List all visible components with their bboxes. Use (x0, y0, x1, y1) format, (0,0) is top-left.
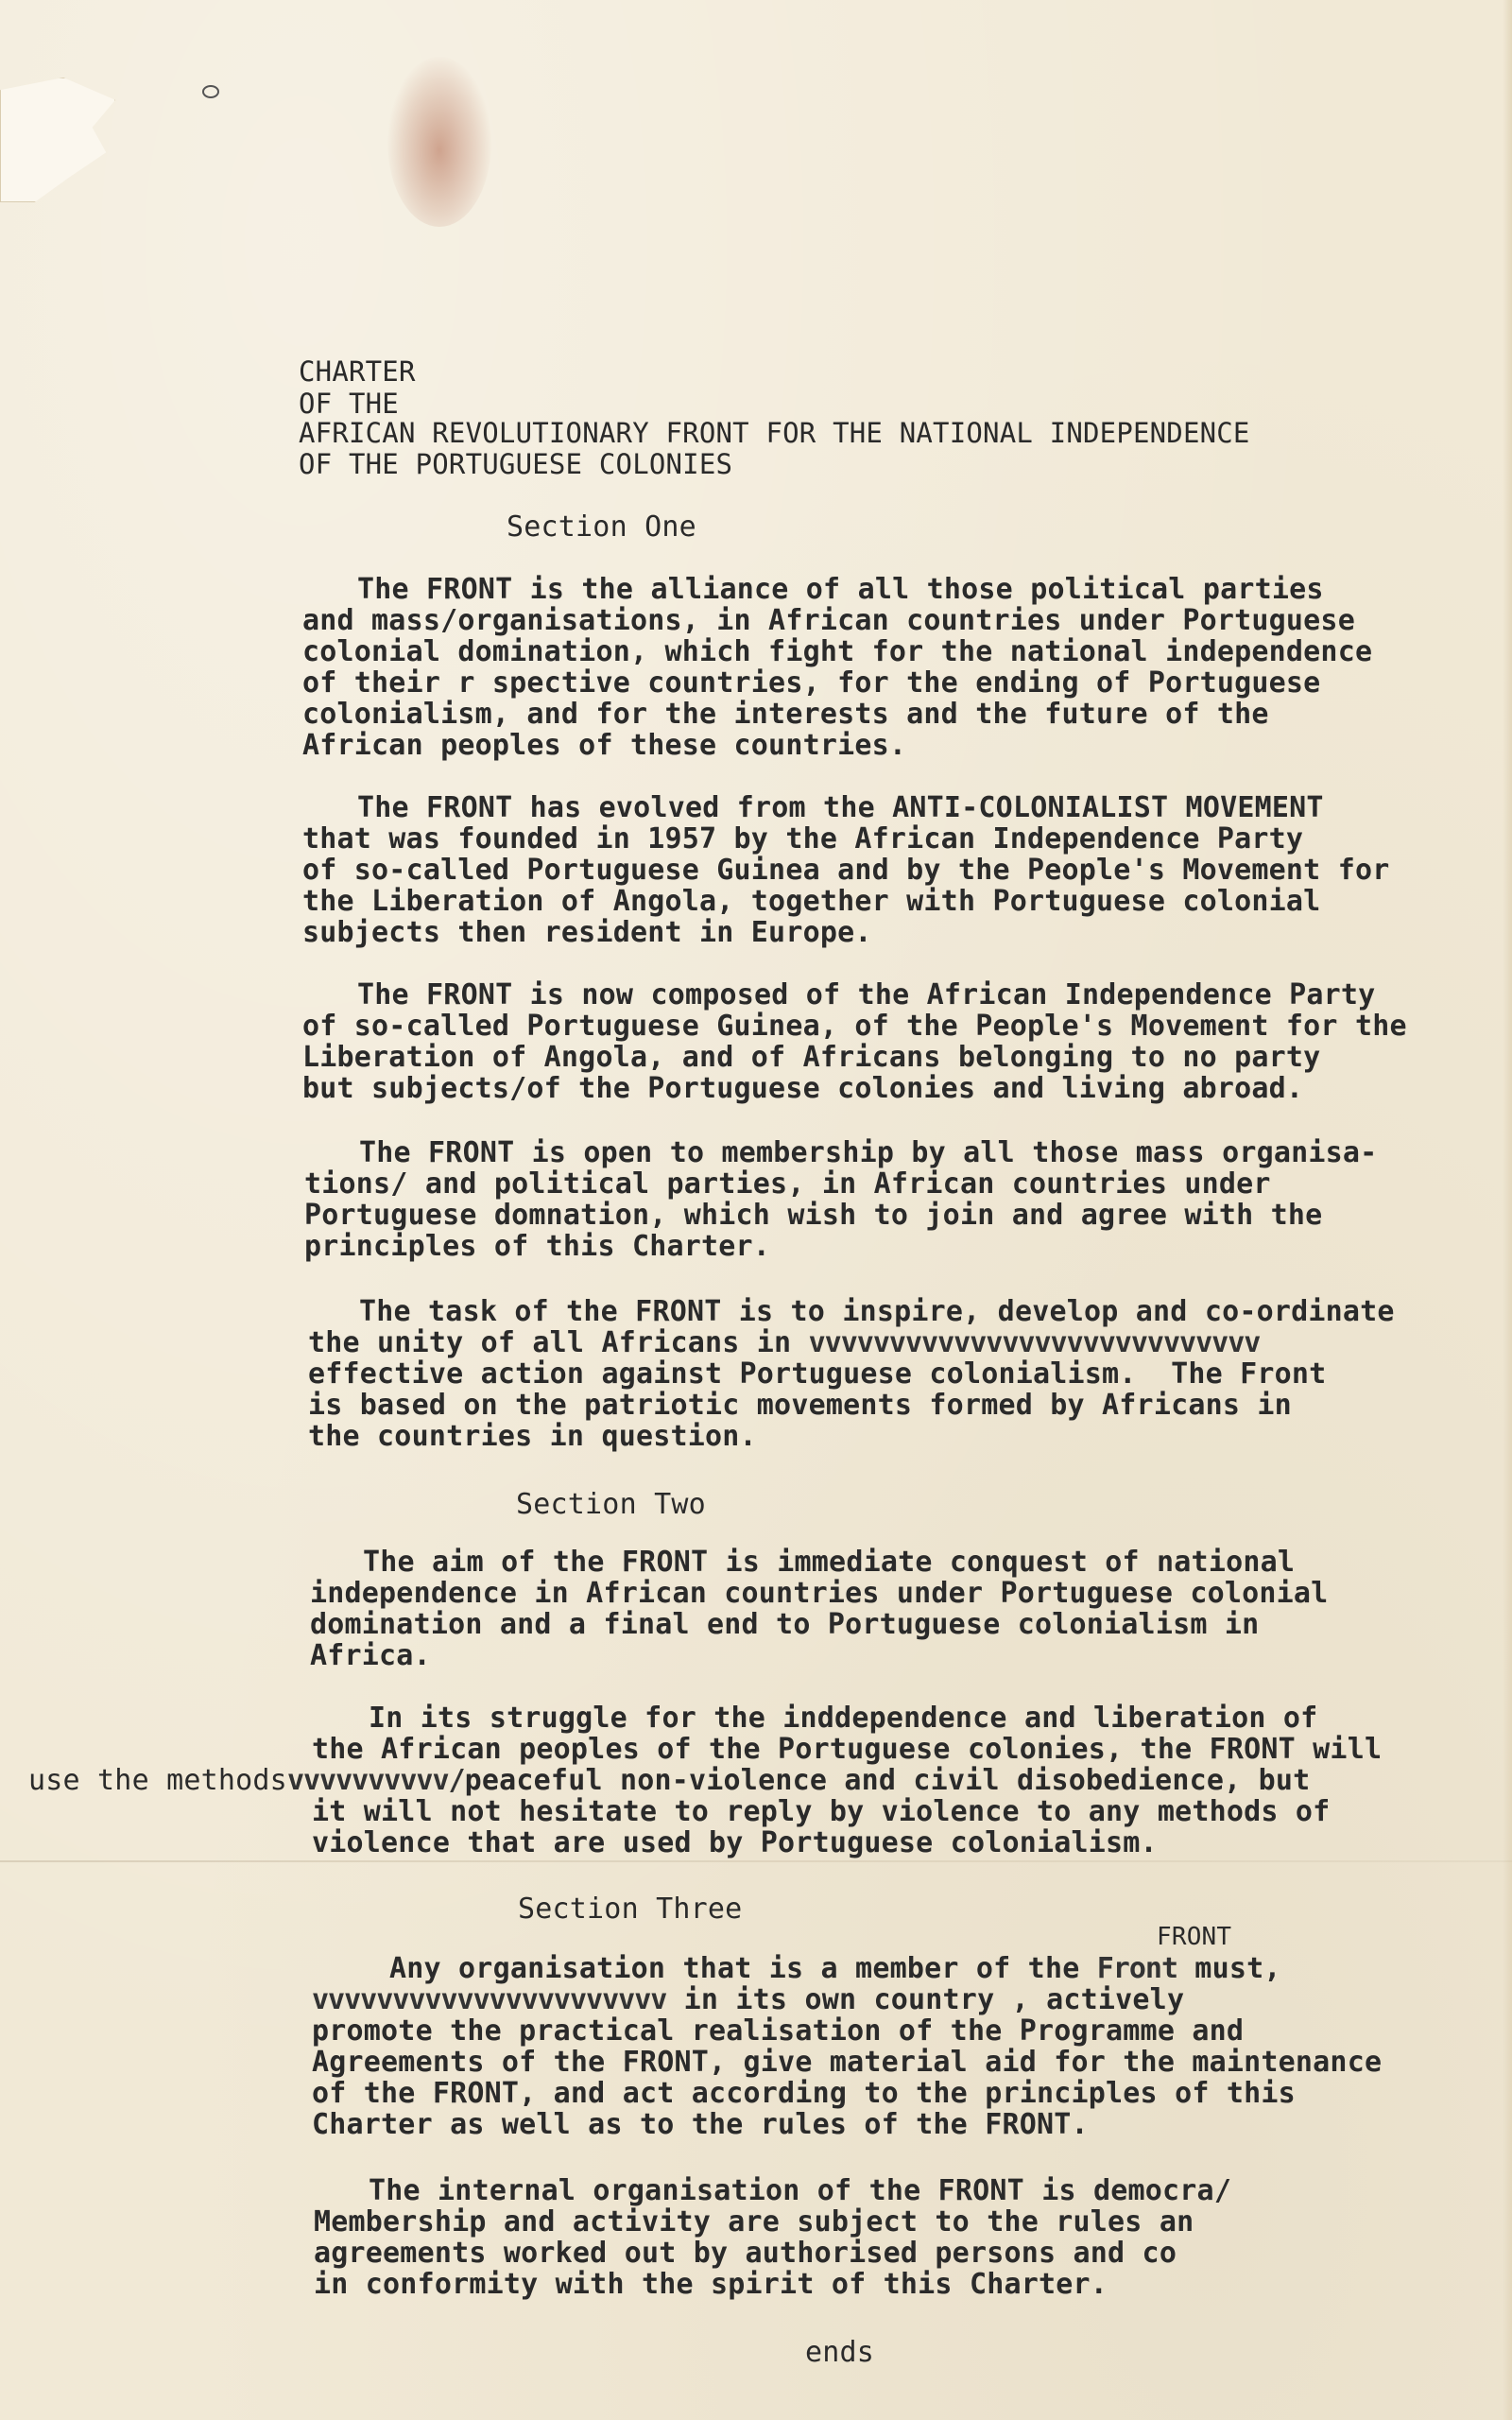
s3-p1-line: Agreements of the FRONT, give material aid for the maintenance (312, 2046, 1383, 2079)
s2-p2-line3-text: peaceful non-violence and civil disobedience, but (464, 1764, 1311, 1797)
s1-p1-line: and mass/organisations, in African countries under Portuguese (302, 604, 1355, 637)
torn-corner (0, 78, 115, 202)
fold-line (0, 1860, 1512, 1862)
s2-p2-line: it will not hesitate to reply by violence to any methods of (312, 1795, 1331, 1828)
s2-p2-line (28, 1765, 1310, 1797)
s3-p1-line2-text: in its own country , actively (666, 1983, 1185, 2016)
s1-p3-line: The FRONT is now composed of the African Independence Party (357, 978, 1376, 1011)
s1-p3-line: Liberation of Angola, and of Africans belonging to no party (302, 1041, 1321, 1074)
s2-p2-margin-text: use the methods (28, 1764, 287, 1797)
title-line-4: OF THE PORTUGUESE COLONIES (299, 448, 733, 480)
s2-p2-line: In its struggle for the inddependence and liberation of (369, 1702, 1318, 1735)
title-line-2: OF THE (299, 388, 399, 420)
s1-p4-line: The FRONT is open to membership by all those mass organisa- (359, 1136, 1378, 1169)
s1-p5-line: is based on the patriotic movements formed by Africans in (308, 1389, 1292, 1422)
s1-p5-line2-text: the unity of all Africans in (308, 1326, 809, 1359)
s3-p1-line1-end: must, (1177, 1952, 1281, 1985)
page-edge (1503, 0, 1512, 2420)
s3-p2-line: in conformity with the spirit of this Charter. (314, 2268, 1108, 2301)
s3-p1-line (389, 1953, 1281, 1985)
s3-p1-line1-text: Any organisation that is a member of the (389, 1952, 1097, 1985)
s1-p4-line: principles of this Charter. (304, 1230, 771, 1263)
handwritten-correction: FRONT (1157, 1923, 1232, 1951)
title-line-3: AFRICAN REVOLUTIONARY FRONT FOR THE NATIONAL INDEPENDENCE (299, 417, 1250, 449)
s2-p2-line: the African peoples of the Portuguese colonies, the FRONT will (312, 1733, 1383, 1766)
s1-p5-line (308, 1327, 1260, 1359)
s3-p1-line: of the FRONT, and act according to the principles of this (312, 2077, 1296, 2110)
s1-p1-line: African peoples of these countries. (302, 729, 907, 762)
s2-p1-line: Africa. (310, 1639, 431, 1672)
s1-p2-line: subjects then resident in Europe. (302, 916, 872, 949)
s3-p2-line: agreements worked out by authorised persons and co (314, 2237, 1177, 2270)
s1-p3-line: but subjects/of the Portuguese colonies and living abroad. (302, 1072, 1304, 1105)
s1-p1-line: The FRONT is the alliance of all those political parties (357, 573, 1324, 606)
s1-p4-line: Portuguese domnation, which wish to join and agree with the (304, 1199, 1323, 1232)
s1-p2-line: of so-called Portuguese Guinea and by the People's Movement for (302, 854, 1390, 887)
s2-p1-line: The aim of the FRONT is immediate conquest of national (363, 1546, 1296, 1579)
s2-p1-line: independence in African countries under Portuguese colonial (310, 1577, 1329, 1610)
s3-p1-line: promote the practical realisation of the Programme and (312, 2014, 1245, 2048)
s3-p1-struck-word: Front (1096, 1952, 1178, 1985)
section-one-heading: Section One (507, 510, 696, 544)
s1-p2-line: the Liberation of Angola, together with Portuguese colonial (302, 885, 1321, 918)
s1-p1-line: colonialism, and for the interests and the future of the (302, 698, 1269, 731)
s1-p2-line: The FRONT has evolved from the ANTI-COLONIALIST MOVEMENT (357, 791, 1324, 824)
ink-stain (387, 57, 491, 227)
s1-p5-line: The task of the FRONT is to inspire, develop and co-ordinate (359, 1295, 1395, 1328)
s1-p1-line: colonial domination, which fight for the national independence (302, 635, 1373, 668)
s3-p1-struck-text: vvvvvvvvvvvvvvvvvvvvvv (312, 1983, 667, 2016)
s1-p5-line: effective action against Portuguese colonialism. The Front (308, 1357, 1327, 1391)
ends-marker: ends (805, 2336, 875, 2369)
section-three-heading: Section Three (518, 1893, 743, 1926)
s3-p2-line: The internal organisation of the FRONT is democra/ (369, 2174, 1232, 2207)
s2-p2-line: violence that are used by Portuguese colonialism. (312, 1826, 1158, 1859)
s1-p1-line: of their r spective countries, for the ending of Portuguese (302, 666, 1321, 700)
punch-mark (202, 85, 219, 98)
s1-p2-line: that was founded in 1957 by the African Independence Party (302, 822, 1304, 856)
s3-p2-line: Membership and activity are subject to the rules an (314, 2205, 1194, 2238)
s2-p1-line: domination and a final end to Portuguese colonialism in (310, 1608, 1260, 1641)
s1-p3-line: of so-called Portuguese Guinea, of the People's Movement for the (302, 1010, 1407, 1043)
s2-p2-struck-text: vvvvvvvvvv/ (286, 1764, 465, 1797)
s3-p1-line: Charter as well as to the rules of the FRONT. (312, 2108, 1089, 2141)
s1-p4-line: tions/ and political parties, in African countries under (304, 1167, 1271, 1201)
section-two-heading: Section Two (516, 1488, 706, 1521)
title-line-1: CHARTER (299, 355, 416, 388)
s1-p5-line: the countries in question. (308, 1420, 757, 1453)
s1-p5-struck-text: vvvvvvvvvvvvvvvvvvvvvvvvvvvv (808, 1326, 1261, 1359)
s3-p1-line (312, 1984, 1184, 2016)
